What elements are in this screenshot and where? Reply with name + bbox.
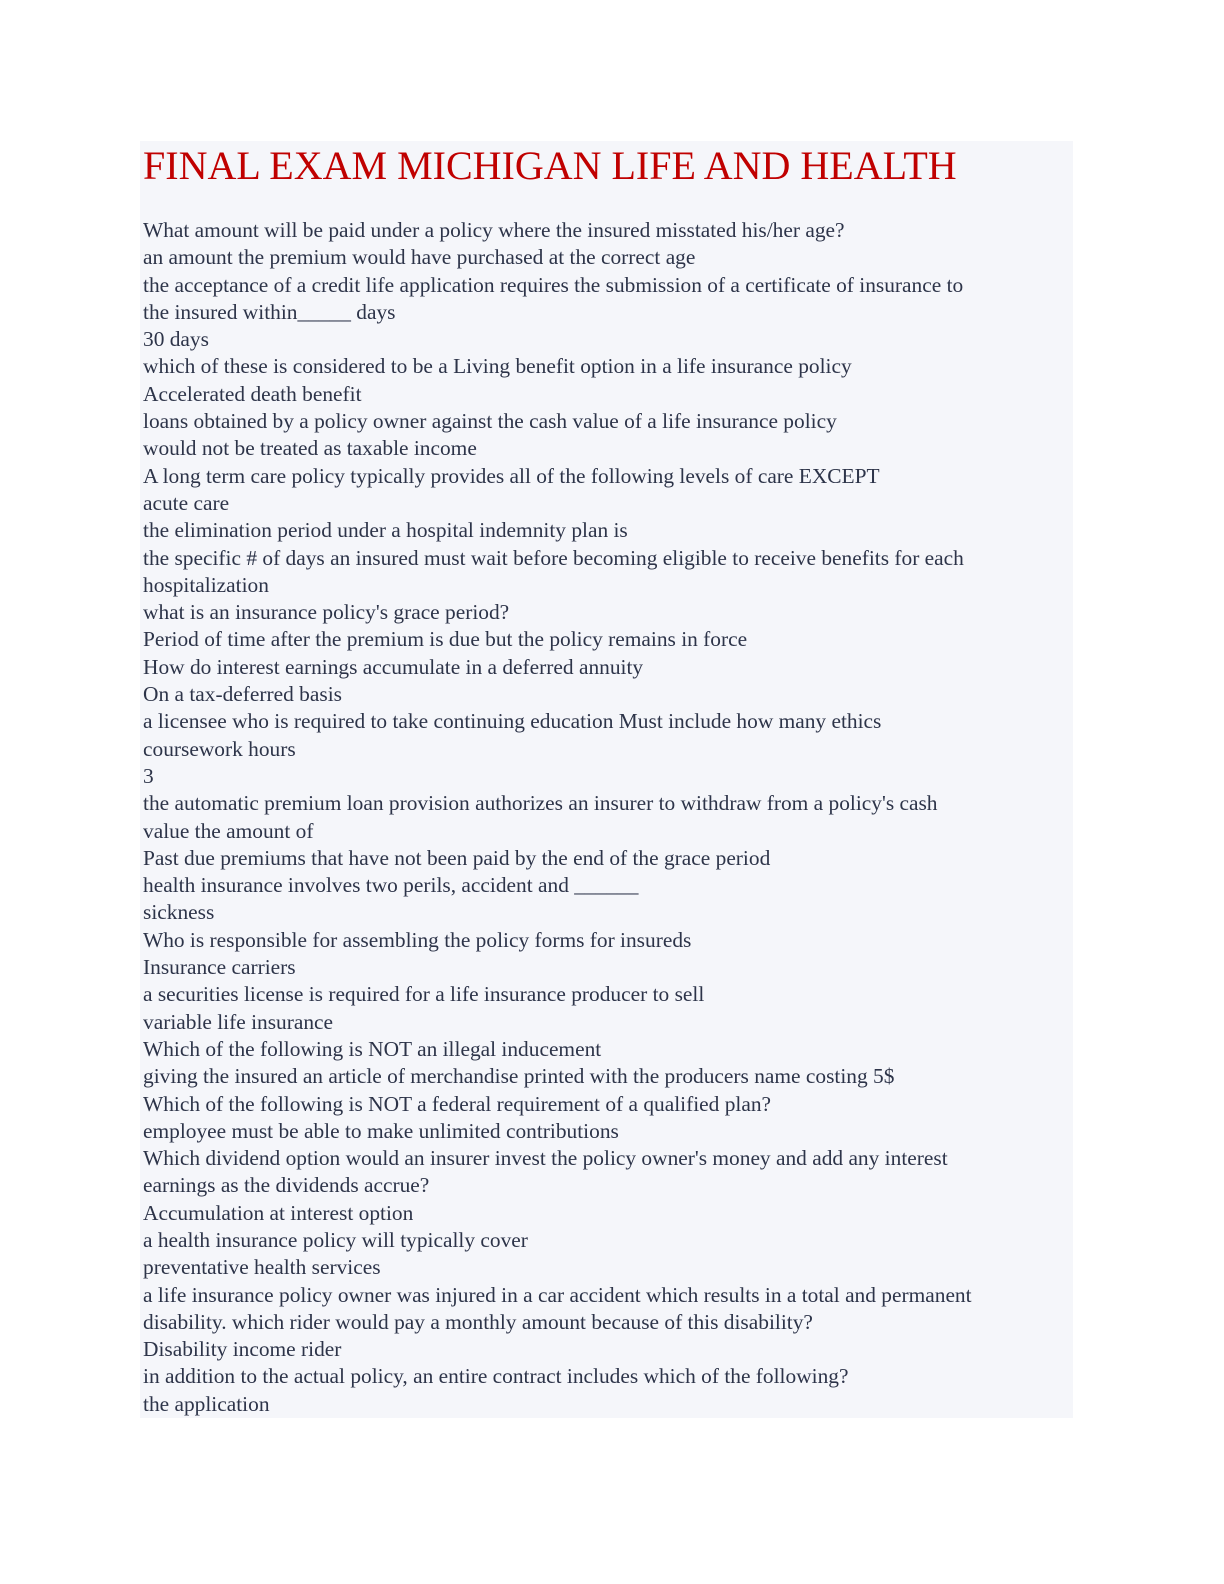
text-line: Accumulation at interest option: [143, 1200, 414, 1225]
text-line: health insurance involves two perils, accident and ______: [143, 873, 639, 898]
text-line: a licensee who is required to take continuing education Must include how many ethics: [143, 709, 882, 734]
question-answer-list: [143, 217, 1073, 1418]
text-line: preventative health services: [143, 1255, 381, 1280]
text-line: loans obtained by a policy owner against the cash value of a life insurance policy: [143, 409, 837, 434]
text-line: would not be treated as taxable income: [143, 436, 477, 461]
text-line: a securities license is required for a life insurance producer to sell: [143, 982, 705, 1007]
text-line: what is an insurance policy's grace period?: [143, 600, 510, 625]
text-line: acute care: [143, 490, 230, 515]
text-line: A long term care policy typically provides all of the following levels of care EXCEPT: [143, 463, 880, 488]
text-line: sickness: [143, 900, 215, 925]
text-line: Disability income rider: [143, 1337, 342, 1362]
text-line: the elimination period under a hospital indemnity plan is: [143, 518, 628, 543]
text-line: Who is responsible for assembling the policy forms for insureds: [143, 927, 692, 952]
text-line: variable life insurance: [143, 1009, 334, 1034]
text-line: What amount will be paid under a policy where the insured misstated his/her age?: [143, 218, 845, 242]
text-line: earnings as the dividends accrue?: [143, 1173, 430, 1198]
text-line: disability. which rider would pay a monthly amount because of this disability?: [143, 1309, 813, 1334]
text-line: Which of the following is NOT a federal requirement of a qualified plan?: [143, 1091, 772, 1116]
text-line: the application: [143, 1391, 270, 1416]
text-line: 30 days: [143, 327, 209, 352]
text-line: in addition to the actual policy, an entire contract includes which of the following?: [143, 1364, 849, 1389]
document-content: [140, 141, 1073, 1418]
text-line: Accelerated death benefit: [143, 381, 362, 406]
text-line: employee must be able to make unlimited contributions: [143, 1118, 619, 1143]
text-line: the specific # of days an insured must wait before becoming eligible to receive benefits for each: [143, 545, 964, 570]
text-line: Which dividend option would an insurer invest the policy owner's money and add any interest: [143, 1146, 948, 1171]
text-line: the insured within_____ days: [143, 299, 396, 324]
text-line: Which of the following is NOT an illegal inducement: [143, 1036, 602, 1061]
text-line: a life insurance policy owner was injured in a car accident which results in a total and permanent: [143, 1282, 972, 1307]
text-line: Past due premiums that have not been paid by the end of the grace period: [143, 845, 771, 870]
text-line: the automatic premium loan provision authorizes an insurer to withdraw from a policy's cash: [143, 791, 938, 816]
text-line: coursework hours: [143, 736, 296, 761]
text-line: On a tax-deferred basis: [143, 682, 342, 707]
text-line: an amount the premium would have purchased at the correct age: [143, 245, 696, 270]
text-line: value the amount of: [143, 818, 314, 843]
text-line: Insurance carriers: [143, 955, 296, 980]
document-title: FINAL EXAM MICHIGAN LIFE AND HEALTH: [143, 143, 957, 188]
text-line: a health insurance policy will typically cover: [143, 1227, 528, 1252]
text-line: hospitalization: [143, 572, 269, 597]
text-line: How do interest earnings accumulate in a deferred annuity: [143, 654, 644, 679]
text-line: 3: [143, 763, 154, 788]
text-line: giving the insured an article of merchandise printed with the producers name costing 5$: [143, 1064, 895, 1089]
text-line: Period of time after the premium is due but the policy remains in force: [143, 627, 748, 652]
text-line: which of these is considered to be a Living benefit option in a life insurance policy: [143, 354, 852, 379]
text-line: the acceptance of a credit life application requires the submission of a certificate of insurance to: [143, 272, 964, 297]
